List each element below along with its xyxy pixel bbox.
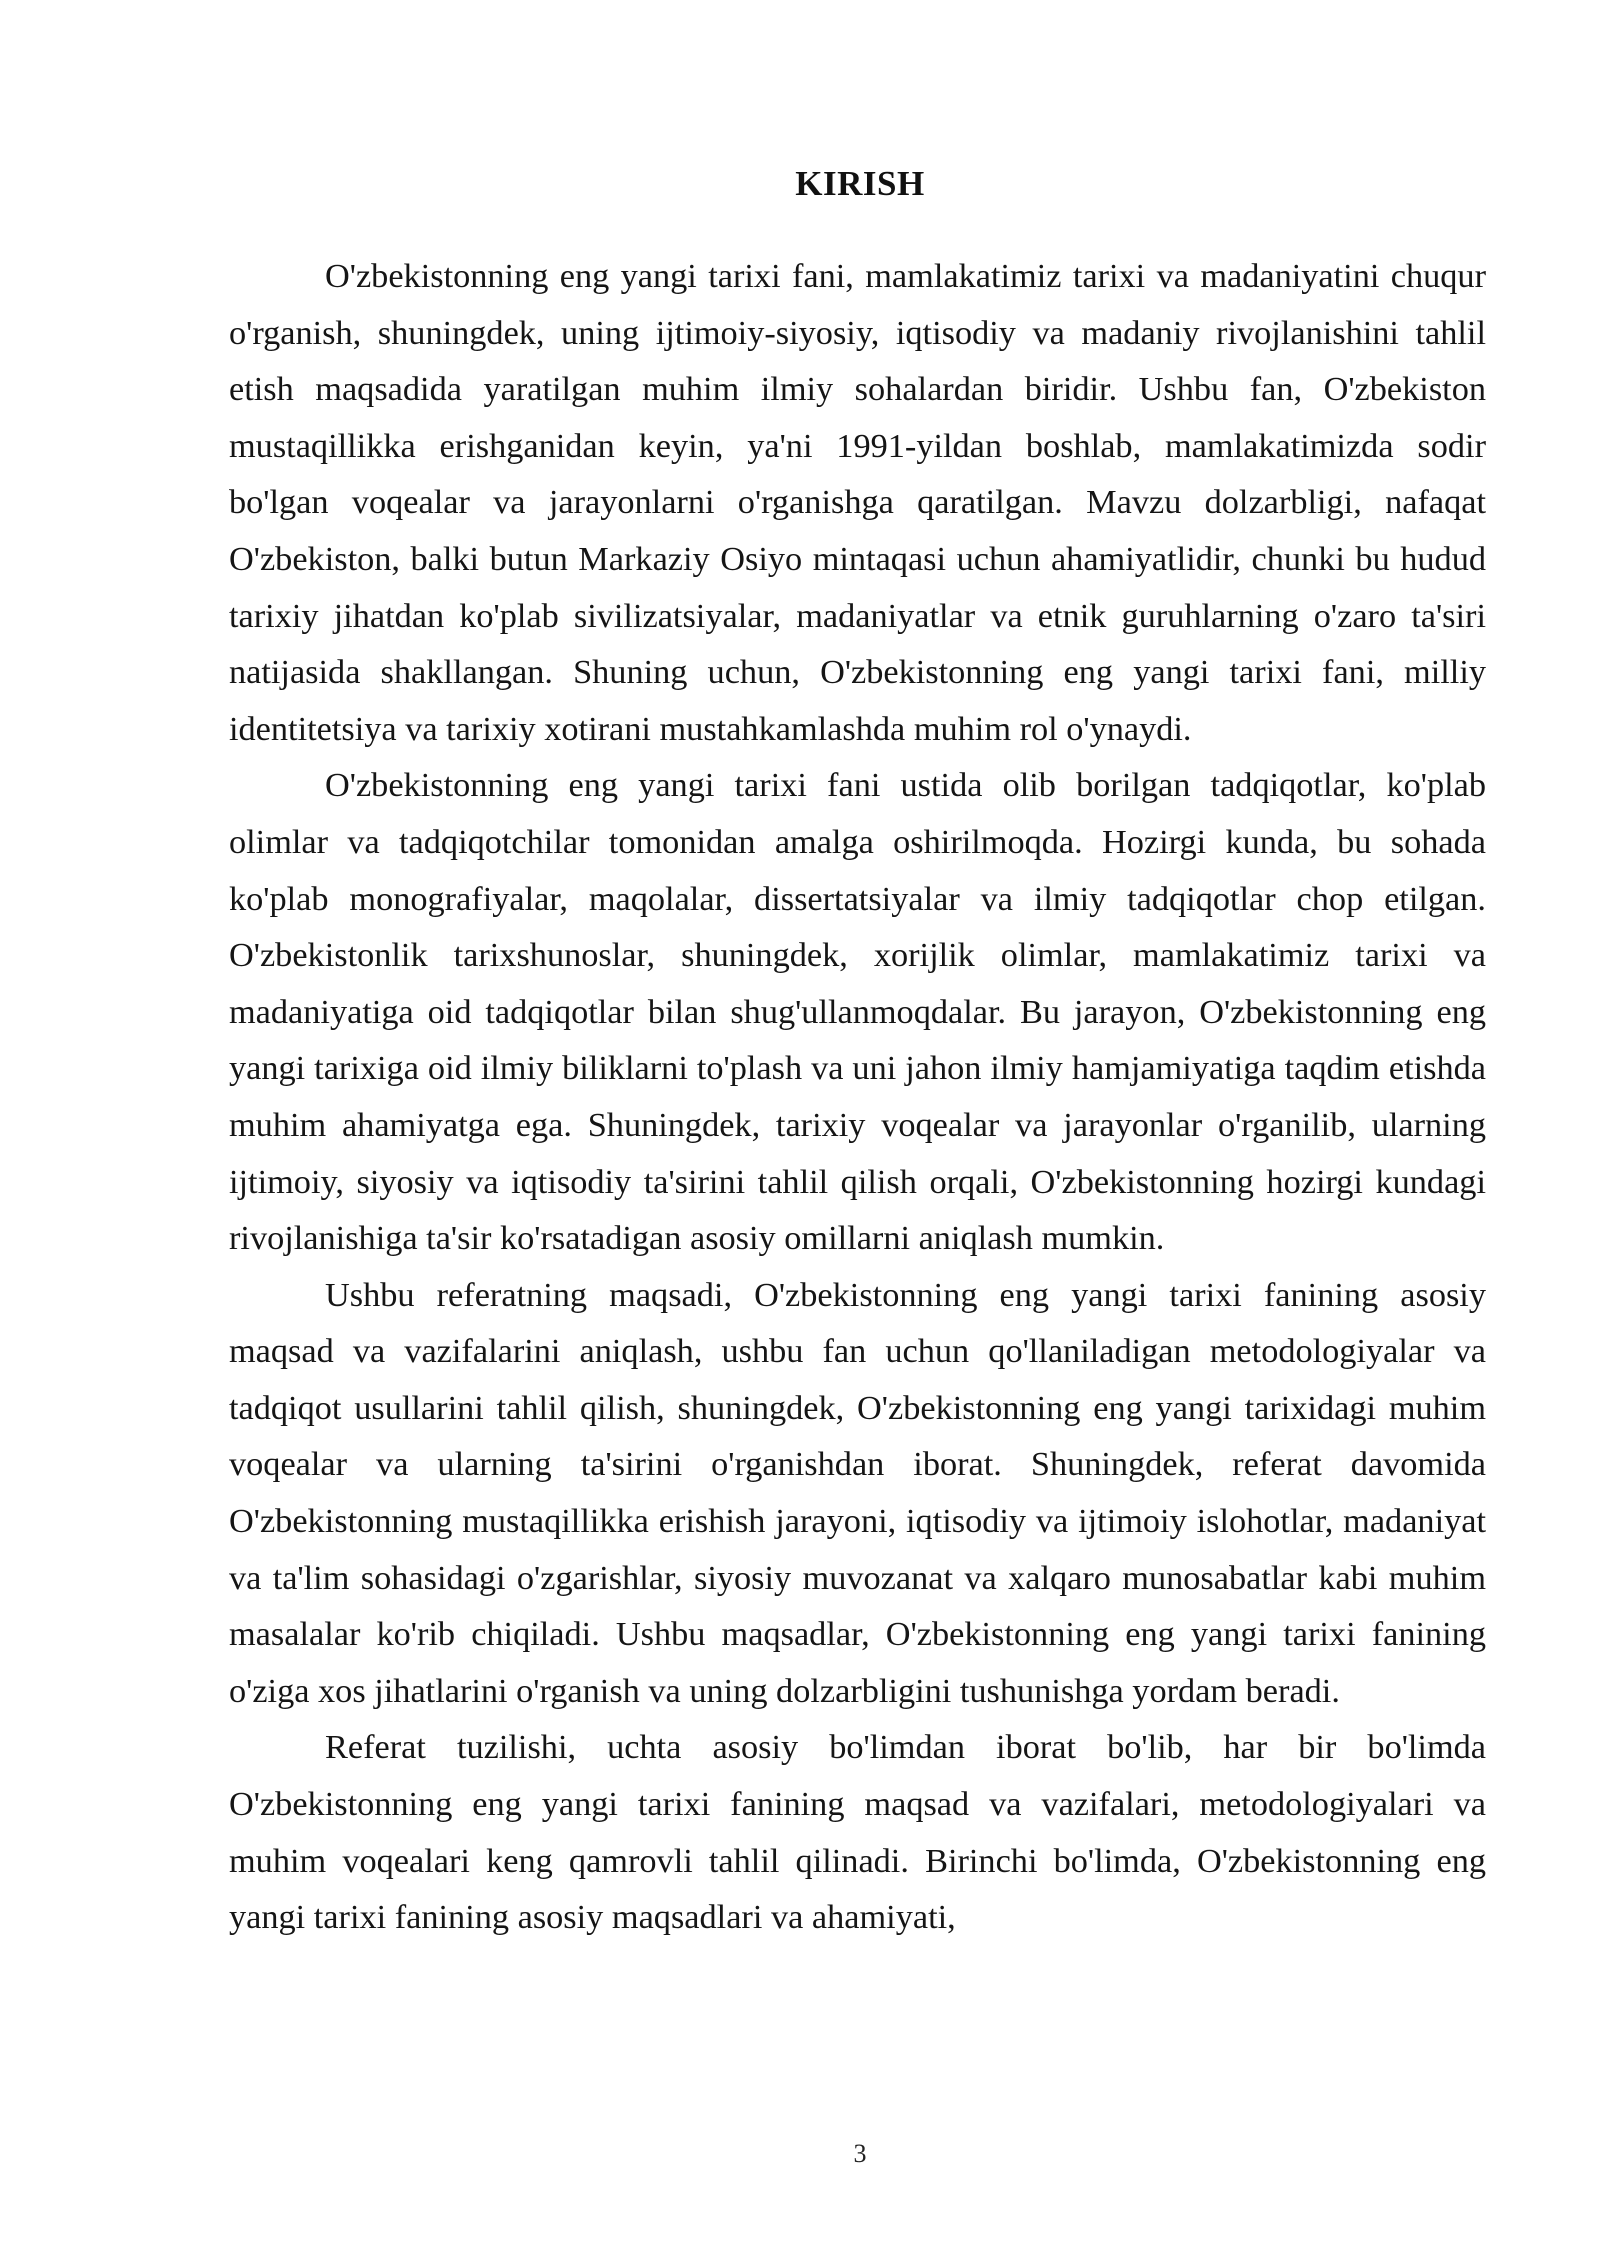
body-text: [229, 248, 1486, 1946]
page-number: 3: [853, 2139, 867, 2168]
page-heading: KIRISH: [795, 164, 925, 203]
paragraph-2: O'zbekistonning eng yangi tarixi fani ustida olib borilgan tadqiqotlar, ko'plab olimlar va tadqiqotchilar tomonidan amalga oshirilmoqda. Hozirgi kunda, bu sohada ko'plab monografiyalar, maqolalar, dissertatsiyalar va ilmiy tadqiqotlar chop etilgan. O'zbekistonlik tarixshunoslar, shuningdek, xorijlik olimlar, mamlakatimiz tarixi va madaniyatiga oid tadqiqotlar bilan shug'ullanmoqdalar. Bu jarayon, O'zbekistonning eng yangi tarixiga oid ilmiy biliklarni to'plash va uni jahon ilmiy hamjamiyatiga taqdim etishda muhim ahamiyatga ega. Shuningdek, tarixiy voqealar va jarayonlar o'rganilib, ularning ijtimoiy, siyosiy va iqtisodiy ta'sirini tahlil qilish orqali, O'zbekistonning hozirgi kundagi rivojlanishiga ta'sir ko'rsatadigan asosiy omillarni aniqlash mumkin.: [229, 766, 1486, 1258]
paragraph-4: Referat tuzilishi, uchta asosiy bo'limdan iborat bo'lib, har bir bo'limda O'zbekistonning eng yangi tarixi fanining maqsad va vazifalari, metodologiyalari va muhim voqealari keng qamrovli tahlil qilinadi. Birinchi bo'limda, O'zbekistonning eng yangi tarixi fanining asosiy maqsadlari va ahamiyati,: [229, 1728, 1486, 1937]
paragraph-1: O'zbekistonning eng yangi tarixi fani, mamlakatimiz tarixi va madaniyatini chuqur o'rganish, shuningdek, uning ijtimoiy-siyosiy, iqtisodiy va madaniy rivojlanishini tahlil etish maqsadida yaratilgan muhim ilmiy sohalardan biridir. Ushbu fan, O'zbekiston mustaqillikka erishganidan keyin, ya'ni 1991-yildan boshlab, mamlakatimizda sodir bo'lgan voqealar va jarayonlarni o'rganishga qaratilgan. Mavzu dolzarbligi, nafaqat O'zbekiston, balki butun Markaziy Osiyo mintaqasi uchun ahamiyatlidir, chunki bu hudud tarixiy jihatdan ko'plab sivilizatsiyalar, madaniyatlar va etnik guruhlarning o'zaro ta'siri natijasida shakllangan. Shuning uchun, O'zbekistonning eng yangi tarixi fani, milliy identitetsiya va tarixiy xotirani mustahkamlashda muhim rol o'ynaydi.: [229, 257, 1486, 748]
paragraph-3: Ushbu referatning maqsadi, O'zbekistonning eng yangi tarixi fanining asosiy maqsad va vazifalarini aniqlash, ushbu fan uchun qo'llaniladigan metodologiyalar va tadqiqot usullarini tahlil qilish, shuningdek, O'zbekistonning eng yangi tarixidagi muhim voqealar va ularning ta'sirini o'rganishdan iborat. Shuningdek, referat davomida O'zbekistonning mustaqillikka erishish jarayoni, iqtisodiy va ijtimoiy islohotlar, madaniyat va ta'lim sohasidagi o'zgarishlar, siyosiy muvozanat va xalqaro munosabatlar kabi muhim masalalar ko'rib chiqiladi. Ushbu maqsadlar, O'zbekistonning eng yangi tarixi fanining o'ziga xos jihatlarini o'rganish va uning dolzarbligini tushunishga yordam beradi.: [229, 1275, 1486, 1710]
